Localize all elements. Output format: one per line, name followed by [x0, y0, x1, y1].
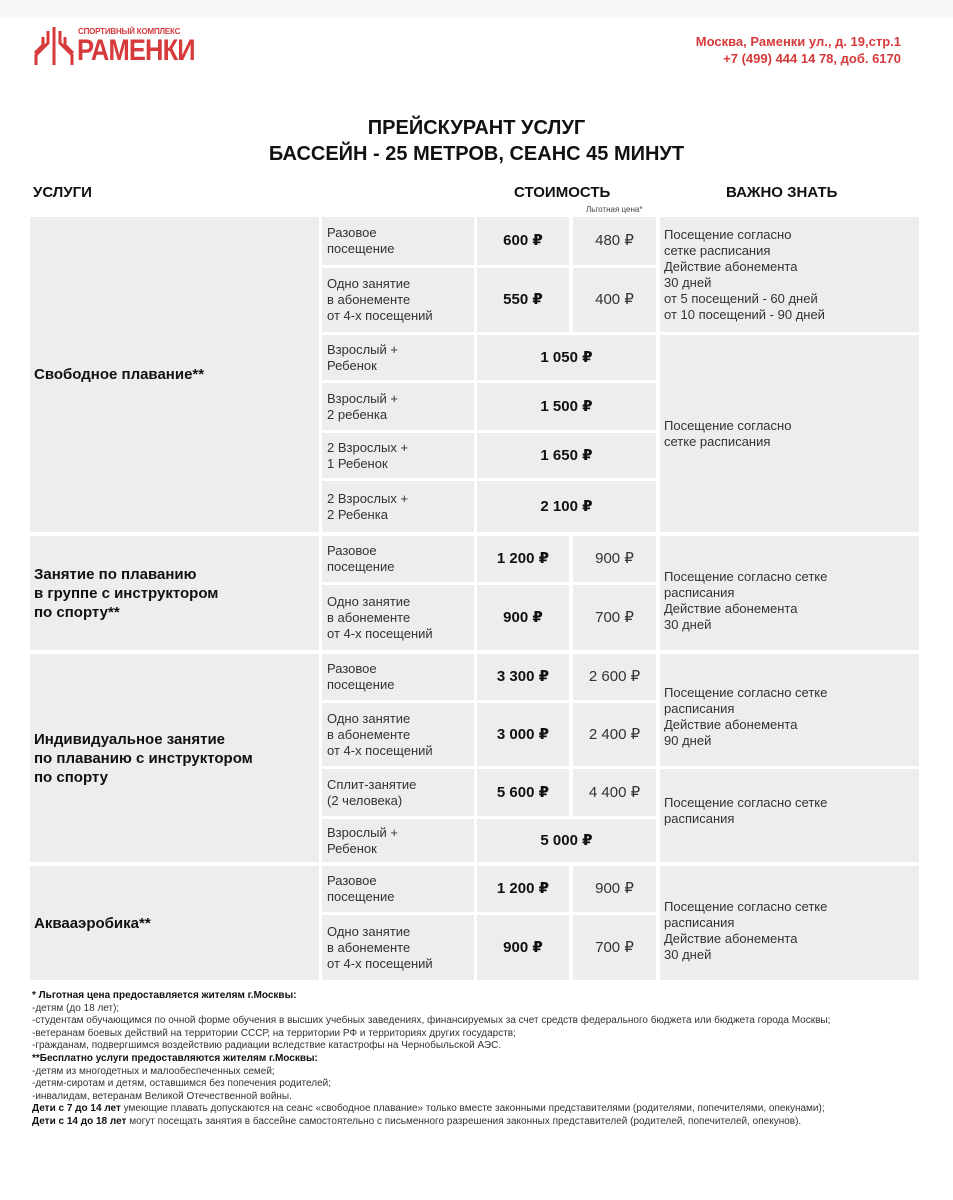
price: 1 050 ₽ [477, 335, 656, 380]
footnote-item: -детям (до 18 лет); [32, 1002, 120, 1014]
footnote-item: -гражданам, подвергшимся воздействию радиации вследствие катастрофы на Чернобыльской АЭС. [32, 1040, 502, 1052]
header-important: ВАЖНО ЗНАТЬ [726, 184, 838, 201]
option: Сплит-занятие (2 человека) [322, 769, 474, 816]
option: 2 Взрослых + 1 Ребенок [322, 433, 474, 478]
discount-price: 700 ₽ [573, 585, 656, 650]
price: 1 200 ₽ [477, 536, 569, 582]
service-name: Индивидуальное занятие по плаванию с инструктором по спорту [30, 654, 319, 862]
footnote-item: -студентам обучающимся по очной форме обучения в высших учебных заведениях, финансируемых за счет средств федерального бюджета или бюджета города Москвы; [32, 1015, 831, 1027]
footnote-item: -ветеранам боевых действий на территории СССР, на территории РФ и территориях других государств; [32, 1027, 516, 1039]
option: 2 Взрослых + 2 Ребенка [322, 481, 474, 532]
price: 900 ₽ [477, 585, 569, 650]
option: Взрослый + Ребенок [322, 335, 474, 380]
logo-title: РАМЕНКИ [77, 34, 195, 67]
footnote-item: -инвалидам, ветеранам Великой Отечественной войны. [32, 1090, 292, 1102]
discount-price: 400 ₽ [573, 268, 656, 332]
kids-7-14-text: умеющие плавать допускаются на сеанс «свободное плавание» только вместе законными представителями (родителями, попечителями, опекунами); [120, 1103, 825, 1115]
option: Разовое посещение [322, 217, 474, 265]
price: 2 100 ₽ [477, 481, 656, 532]
footnote-item: -детям-сиротам и детям, оставшимся без попечения родителей; [32, 1078, 331, 1090]
contact-info [696, 33, 901, 67]
option: Одно занятие в абонементе от 4-х посещений [322, 703, 474, 766]
option: Взрослый + 2 ребенка [322, 383, 474, 430]
discount-price: 900 ₽ [573, 866, 656, 912]
price: 600 ₽ [477, 217, 569, 265]
option: Одно занятие в абонементе от 4-х посещений [322, 268, 474, 332]
price: 5 600 ₽ [477, 769, 569, 816]
kids-14-18-label: Дети с 14 до 18 лет [32, 1115, 127, 1127]
notes: Посещение согласно сетке расписания Действие абонемента 30 дней [660, 866, 919, 980]
top-bar [0, 0, 953, 18]
footnote-discount-title: * Льготная цена предоставляется жителям г.Москвы: [32, 990, 297, 1001]
discount-hint: Льготная цена* [586, 205, 643, 214]
option: Взрослый + Ребенок [322, 819, 474, 862]
page-title [0, 115, 953, 167]
price: 900 ₽ [477, 915, 569, 980]
logo-subtitle: СПОРТИВНЫЙ КОМПЛЕКС [78, 27, 181, 36]
option: Разовое посещение [322, 654, 474, 700]
phone: +7 (499) 444 14 78, доб. 6170 [723, 51, 901, 66]
logo [33, 25, 195, 70]
notes: Посещение согласно сетке расписания [660, 769, 919, 862]
service-name: Занятие по плаванию в группе с инструктором по спорту** [30, 536, 319, 650]
price: 3 300 ₽ [477, 654, 569, 700]
header-services: УСЛУГИ [33, 184, 92, 201]
address: Москва, Раменки ул., д. 19,стр.1 [695, 34, 901, 49]
discount-price: 700 ₽ [573, 915, 656, 980]
discount-price: 480 ₽ [573, 217, 656, 265]
logo-emblem-icon [33, 25, 75, 67]
kids-7-14-label: Дети с 7 до 14 лет [32, 1103, 121, 1115]
price: 1 650 ₽ [477, 433, 656, 478]
title-line-2: БАССЕЙН - 25 МЕТРОВ, СЕАНС 45 МИНУТ [268, 143, 685, 165]
footnote-item: -детям из многодетных и малообеспеченных семей; [32, 1065, 275, 1077]
footnote-free-title: **Бесплатно услуги предоставляются жителям г.Москвы: [32, 1052, 318, 1064]
discount-price: 2 600 ₽ [573, 654, 656, 700]
header-cost: СТОИМОСТЬ [514, 184, 611, 201]
option: Одно занятие в абонементе от 4-х посещений [322, 585, 474, 650]
discount-price: 2 400 ₽ [573, 703, 656, 766]
option: Разовое посещение [322, 866, 474, 912]
footnotes [32, 990, 902, 1129]
discount-price: 4 400 ₽ [573, 769, 656, 816]
price: 1 500 ₽ [477, 383, 656, 430]
option: Одно занятие в абонементе от 4-х посещений [322, 915, 474, 980]
option: Разовое посещение [322, 536, 474, 582]
title-line-1: ПРЕЙСКУРАНТ УСЛУГ [367, 117, 586, 139]
price: 3 000 ₽ [477, 703, 569, 766]
notes: Посещение согласно сетке расписания [660, 335, 919, 532]
price: 1 200 ₽ [477, 866, 569, 912]
service-name: Свободное плавание** [30, 217, 319, 532]
kids-14-18-text: могут посещать занятия в бассейне самостоятельно с письменного разрешения законных представителей (родителей, попечителей, опекунов). [126, 1115, 802, 1127]
footnote-kids-7-14 [32, 1103, 902, 1116]
footnote-kids-14-18 [32, 1116, 902, 1129]
notes: Посещение согласно сетке расписания Действие абонемента 90 дней [660, 654, 919, 766]
price: 550 ₽ [477, 268, 569, 332]
discount-price: 900 ₽ [573, 536, 656, 582]
service-name: Аквааэробика** [30, 866, 319, 980]
notes: Посещение согласно сетке расписания Действие абонемента 30 дней [660, 536, 919, 650]
price: 5 000 ₽ [477, 819, 656, 862]
notes: Посещение согласно сетке расписания Действие абонемента 30 дней от 5 посещений - 60 дней от 10 посещений - 90 дней [660, 217, 919, 332]
